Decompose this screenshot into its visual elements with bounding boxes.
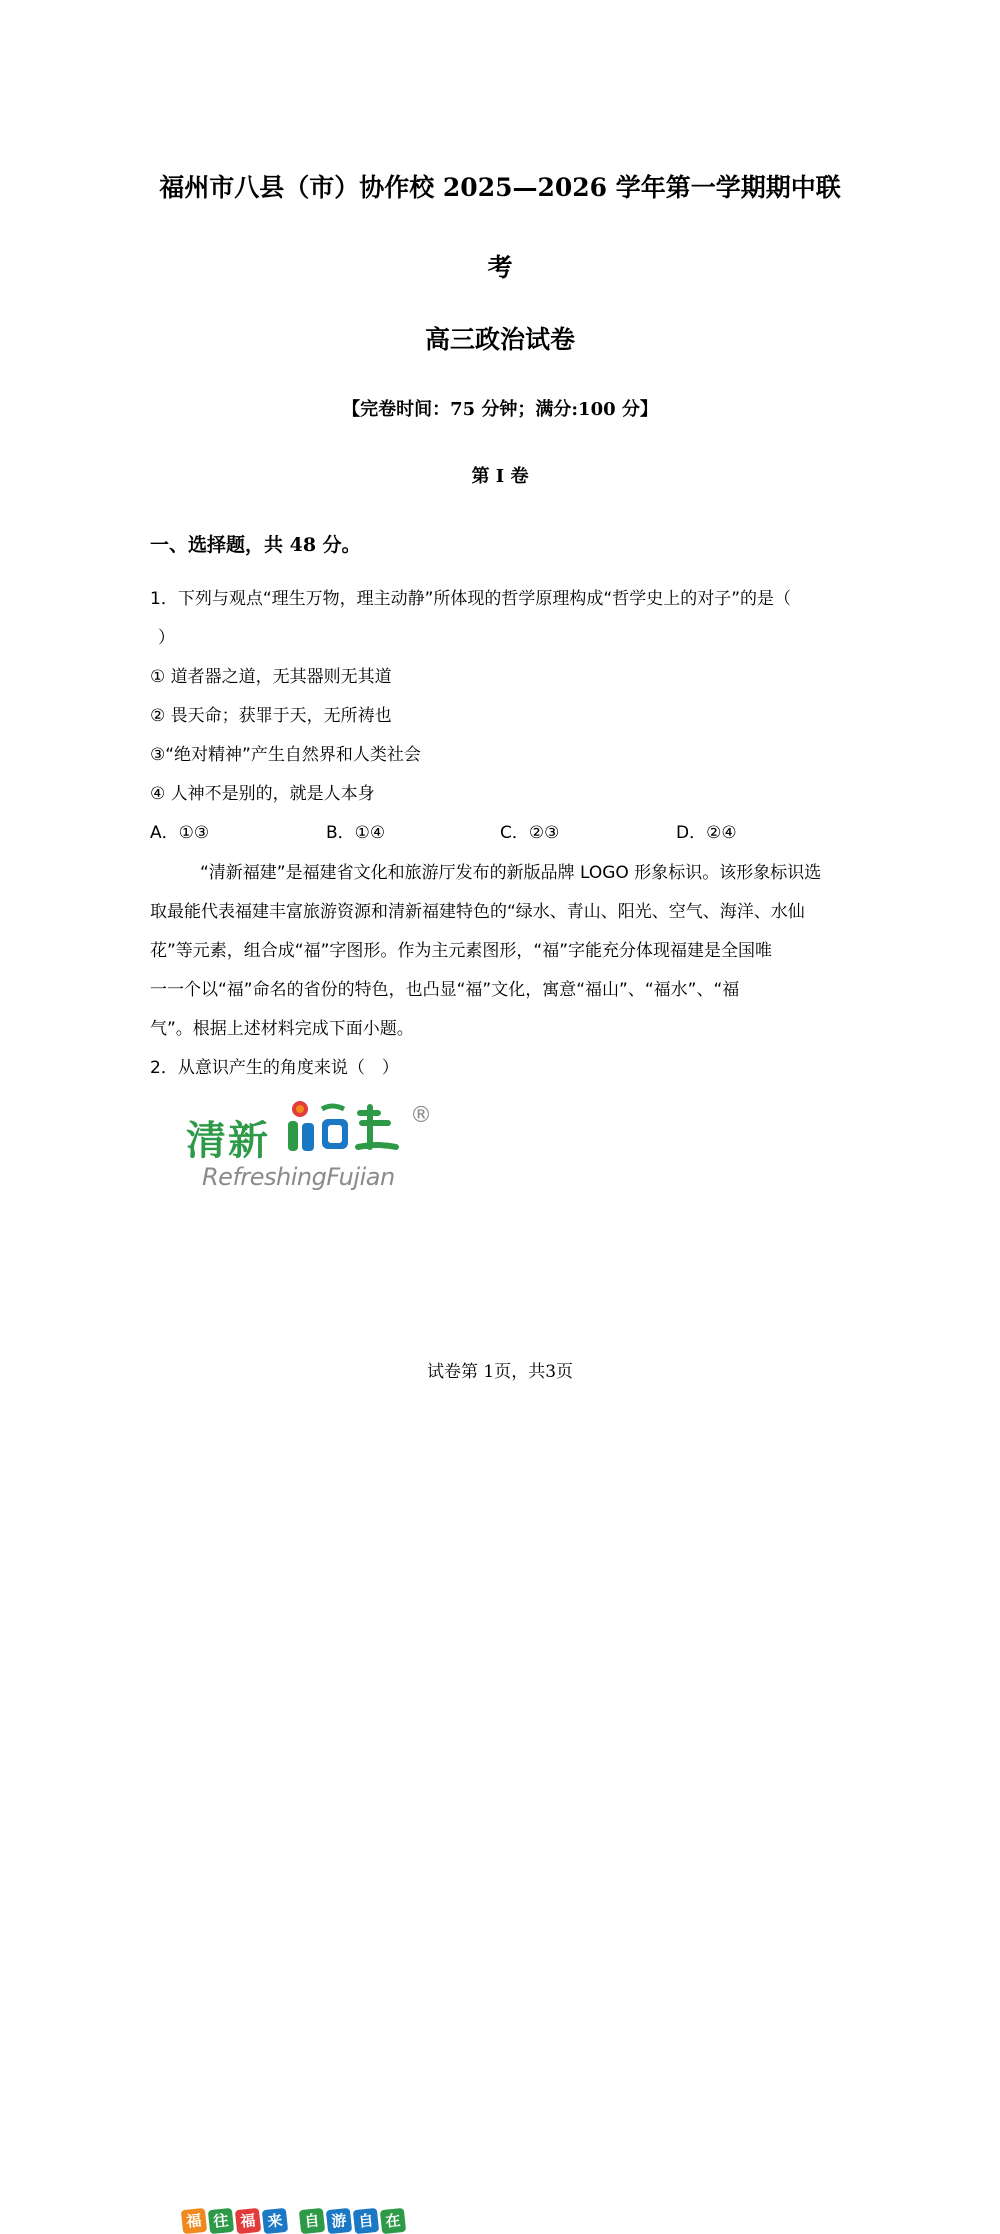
q1-stem-line-1: 1．下列与观点“理生万物，理主动静”所体现的哲学原理构成“哲学史上的对子”的是（ — [150, 589, 792, 609]
logo-fu-mark — [282, 1099, 402, 1159]
q1-statement-3: ③“绝对精神”产生自然界和人类社会 — [150, 745, 421, 765]
material-line-1: “清新福建”是福建省文化和旅游厅发布的新版品牌 LOGO 形象标识。该形象标识选 — [200, 863, 822, 883]
registered-mark: ® — [410, 1103, 432, 1128]
q1-option-b[interactable]: B．①④ — [326, 823, 386, 843]
logo-tile-8: 在 — [380, 2208, 406, 2234]
logo-tile-6: 游 — [326, 2208, 352, 2234]
material-line-2: 取最能代表福建丰富旅游资源和清新福建特色的“绿水、青山、阳光、空气、海洋、水仙 — [150, 902, 805, 922]
q1-statement-4: ④ 人神不是别的，就是人本身 — [150, 784, 375, 804]
logo-tile-3: 福 — [235, 2208, 261, 2234]
material-line-5: 气”。根据上述材料完成下面小题。 — [150, 1019, 414, 1039]
logo-main-text: 清新 — [186, 1118, 270, 1164]
logo-tile-4: 来 — [262, 2208, 288, 2234]
exam-title-line-1: 福州市八县（市）协作校 2025—2026 学年第一学期期中联 — [159, 173, 841, 202]
material-line-4: 一一个以“福”命名的省份的特色，也凸显“福”文化，寓意“福山”、“福水”、“福 — [150, 980, 740, 1000]
section-heading: 一、选择题，共 48 分。 — [150, 534, 361, 556]
q1-statement-2: ② 畏天命；获罪于天，无所祷也 — [150, 706, 392, 726]
material-line-3: 花”等元素，组合成“福”字图形。作为主元素图形，“福”字能充分体现福建是全国唯 — [150, 941, 773, 961]
q1-statement-1: ① 道者器之道，无其器则无其道 — [150, 667, 392, 687]
logo-tile-7: 自 — [353, 2208, 379, 2234]
q2-stem: 2．从意识产生的角度来说（ ） — [150, 1058, 399, 1078]
logo-tile-2: 往 — [208, 2208, 234, 2234]
q1-option-d[interactable]: D．②④ — [676, 823, 737, 843]
logo-tile-1: 福 — [181, 2208, 207, 2234]
exam-info: 【完卷时间：75 分钟；满分:100 分】 — [342, 399, 658, 420]
q1-option-a[interactable]: A．①③ — [150, 823, 210, 843]
logo-english-text: RefreshingFujian — [202, 1163, 395, 1191]
exam-subtitle: 高三政治试卷 — [424, 325, 575, 354]
page-footer: 试卷第 1页，共3页 — [426, 1362, 574, 1382]
q1-stem-line-2: ） — [158, 628, 175, 648]
logo-tile-5: 自 — [299, 2208, 325, 2234]
exam-title-line-2: 考 — [487, 253, 513, 282]
qingxin-fujian-logo — [182, 1097, 442, 2231]
q1-option-c[interactable]: C．②③ — [500, 823, 560, 843]
volume-label: 第 I 卷 — [471, 466, 529, 487]
